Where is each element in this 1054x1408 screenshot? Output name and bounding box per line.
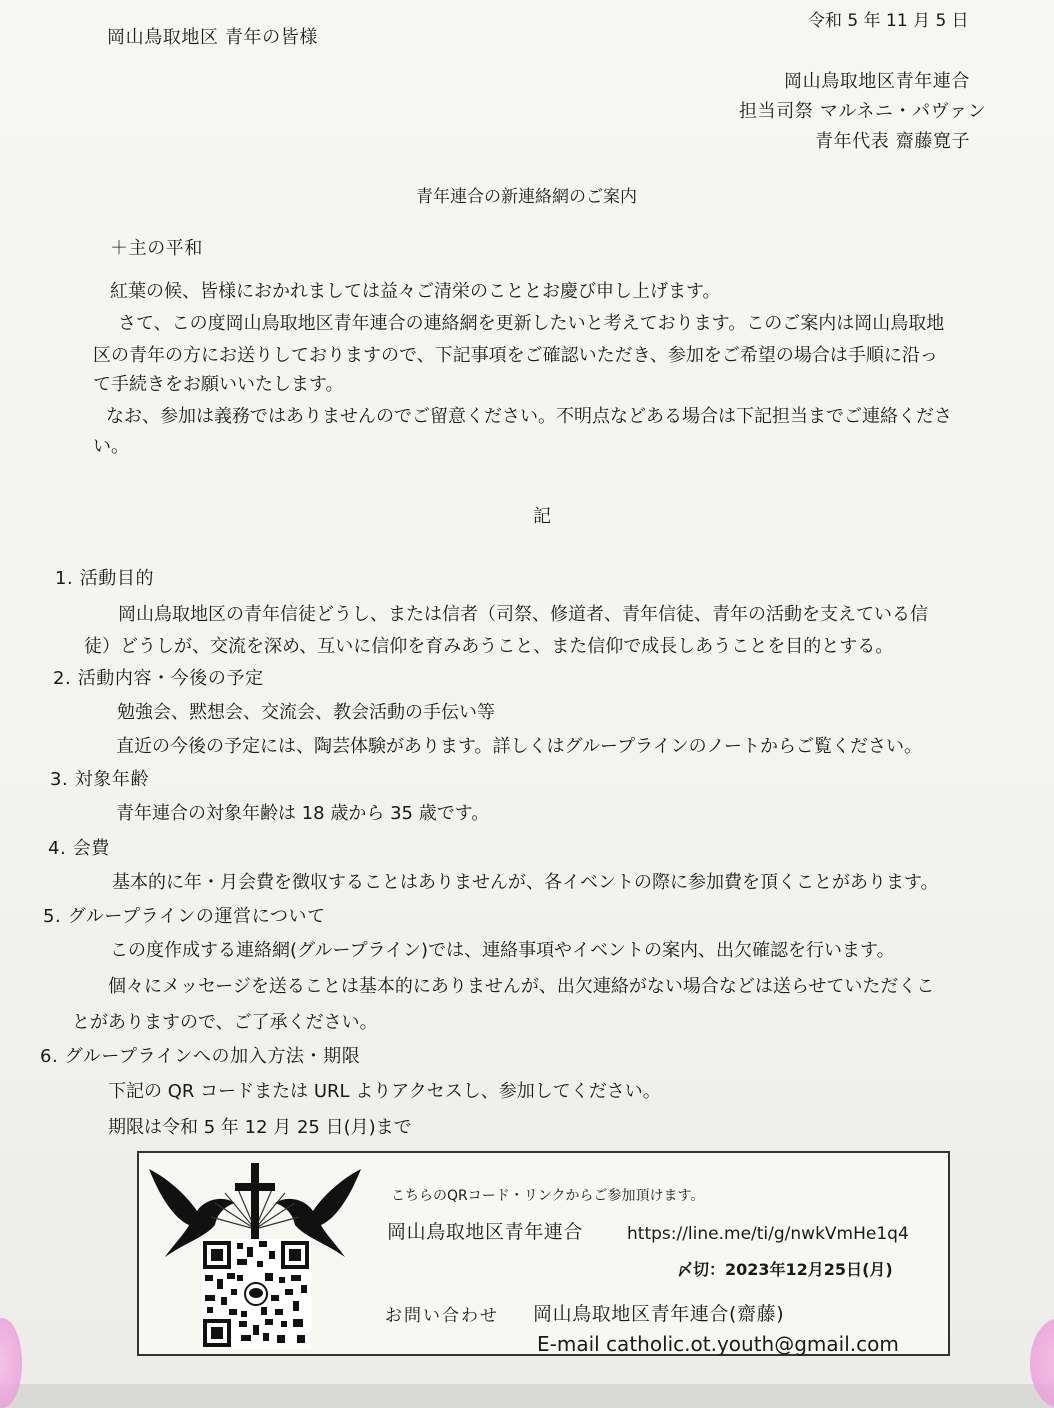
section-line: 期限は令和 5 年 12 月 25 日(月)まで bbox=[108, 1117, 412, 1138]
ki-mark: 記 bbox=[533, 506, 551, 527]
section-line: 勉強会、黙想会、交流会、教会活動の手伝い等 bbox=[117, 702, 495, 723]
group-url-link[interactable]: https://line.me/ti/g/nwkVmHe1q4 bbox=[627, 1224, 909, 1244]
section-line: 徒）どうしが、交流を深め、互いに信仰を育みあうこと、また信仰で成長しあうことを目的とする。 bbox=[84, 636, 894, 657]
intro-line: なお、参加は義務ではありませんのでご留意ください。不明点などある場合は下記担当までご連絡くださ bbox=[106, 406, 952, 427]
section-heading: 6. グループラインへの加入方法・期限 bbox=[40, 1046, 361, 1067]
qr-code[interactable] bbox=[201, 1239, 311, 1349]
section-heading: 5. グループラインの運営について bbox=[43, 906, 326, 927]
join-info-box bbox=[137, 1151, 950, 1356]
line-logo-icon bbox=[245, 1283, 267, 1305]
sender-rep: 青年代表 齋藤寛子 bbox=[815, 131, 971, 152]
intro-line: 区の青年の方にお送りしておりますので、下記事項をご確認いただき、参加をご希望の場合は手順に沿っ bbox=[93, 345, 938, 366]
section-line: 直近の今後の予定には、陶芸体験があります。詳しくはグループラインのノートからご覧ください。 bbox=[116, 736, 923, 757]
section-heading: 1. 活動目的 bbox=[55, 568, 155, 589]
section-line: 岡山鳥取地区の青年信徒どうし、または信者（司祭、修道者、青年信徒、青年の活動を支えている信 bbox=[118, 604, 928, 625]
sender-priest: 担当司祭 マルネニ・パヴァン bbox=[739, 101, 987, 122]
contact-email[interactable]: E-mail catholic.ot.youth@gmail.com bbox=[537, 1332, 899, 1356]
contact-name: 岡山鳥取地区青年連合(齋藤) bbox=[533, 1303, 785, 1325]
sender-org: 岡山鳥取地区青年連合 bbox=[784, 71, 970, 92]
section-heading: 3. 対象年齢 bbox=[50, 769, 150, 790]
document-date: 令和 5 年 11 月 5 日 bbox=[808, 11, 969, 31]
intro-line: て手続きをお願いいたします。 bbox=[93, 374, 344, 395]
intro-line: 紅葉の候、皆様におかれましては益々ご清栄のこととお慶び申し上げます。 bbox=[110, 281, 721, 302]
section-line: とがありますので、ご了承ください。 bbox=[72, 1012, 378, 1033]
intro-line: い。 bbox=[93, 436, 129, 457]
section-line: 青年連合の対象年齢は 18 歳から 35 歳です。 bbox=[116, 803, 490, 824]
qr-caption: こちらのQRコード・リンクからご参加頂けます。 bbox=[391, 1188, 705, 1204]
document-title: 青年連合の新連絡網のご案内 bbox=[416, 187, 637, 207]
deadline: 〆切：2023年12月25日(月) bbox=[677, 1260, 893, 1279]
section-heading: 2. 活動内容・今後の予定 bbox=[53, 668, 264, 689]
background-object bbox=[1030, 1318, 1054, 1408]
contact-label: お問い合わせ bbox=[385, 1306, 499, 1326]
greeting: ＋主の平和 bbox=[110, 238, 203, 259]
group-name: 岡山鳥取地区青年連合 bbox=[387, 1221, 584, 1243]
background-object bbox=[0, 1318, 22, 1408]
intro-line: さて、この度岡山鳥取地区青年連合の連絡網を更新したいと考えております。このご案内は岡山鳥取地 bbox=[118, 313, 945, 334]
section-heading: 4. 会費 bbox=[48, 838, 110, 859]
addressee: 岡山鳥取地区 青年の皆様 bbox=[107, 27, 318, 48]
section-line: 個々にメッセージを送ることは基本的にありませんが、出欠連絡がない場合などは送らせていただくこ bbox=[108, 976, 935, 997]
section-line: 下記の QR コードまたは URL よりアクセスし、参加してください。 bbox=[108, 1081, 661, 1102]
section-line: 基本的に年・月会費を徴収することはありませんが、各イベントの際に参加費を頂くことがあります。 bbox=[112, 872, 939, 893]
section-line: この度作成する連絡網(グループライン)では、連絡事項やイベントの案内、出欠確認を行います。 bbox=[110, 940, 895, 961]
